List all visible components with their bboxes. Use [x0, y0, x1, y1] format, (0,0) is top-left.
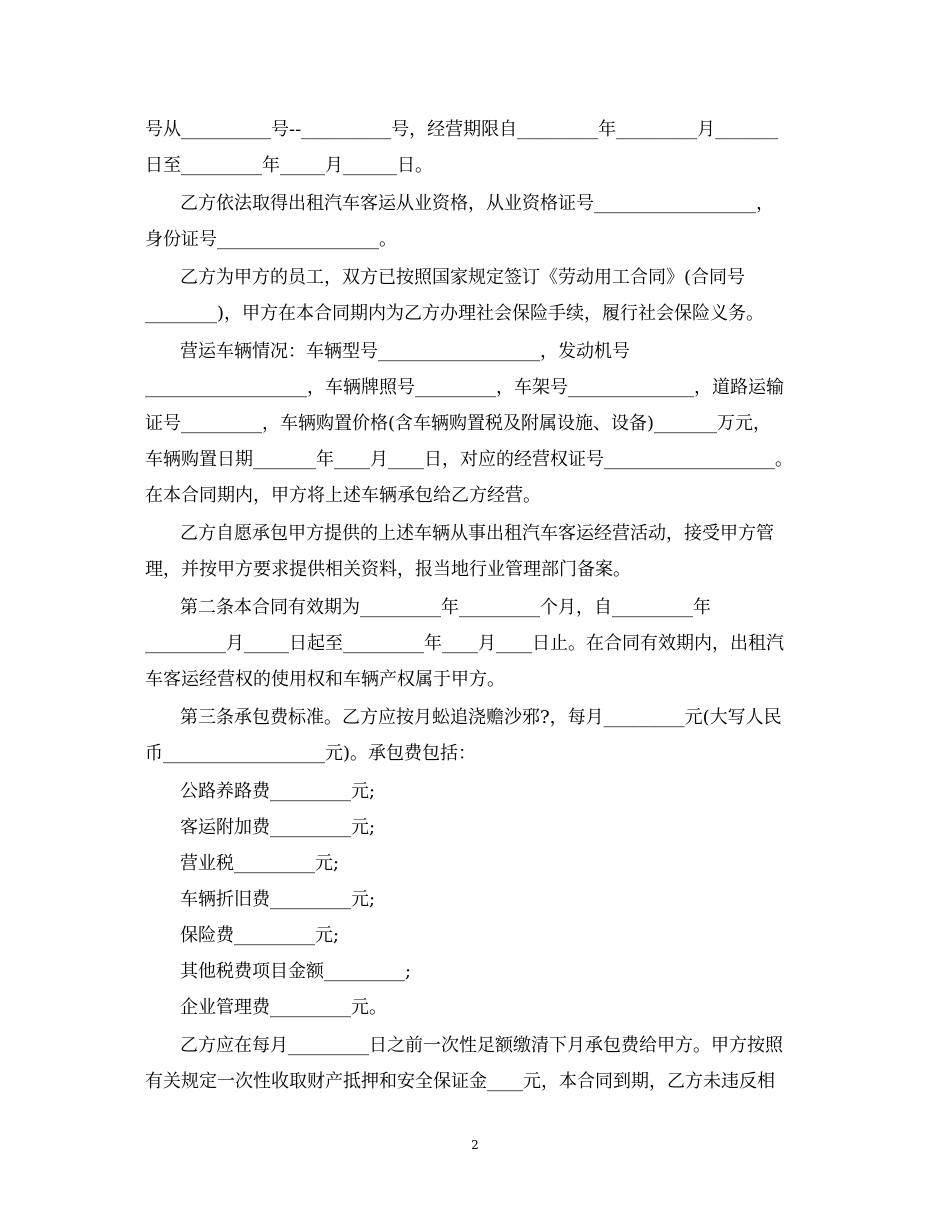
text-line: ________)，甲方在本合同期内为乙方办理社会保险手续，履行社会保险义务。: [145, 303, 765, 324]
text-line: 号从__________号--__________号，经营期限自_________年_________月_______: [145, 119, 779, 140]
paragraph-line: 第三条承包费标准。乙方应按月蚣追浇赡沙邪?，每月_________元(大写人民: [180, 707, 782, 728]
text-line: 车客运经营权的使用权和车辆产权属于甲方。: [145, 669, 505, 690]
text-line: 证号_________，车辆购置价格(含车辆购置税及附属设施、设备)_______万元，: [145, 413, 772, 434]
page-number: 2: [471, 1138, 479, 1152]
fee-item: 企业管理费_________元。: [180, 997, 387, 1018]
text-line: 理，并按甲方要求提供相关资料，报当地行业管理部门备案。: [145, 559, 631, 580]
text-line: _________月_____日起至_________年____月____日止。在合同有效期内，出租汽: [145, 633, 784, 654]
text-line: 车辆购置日期_______年____月____日，对应的经营权证号___________________。: [145, 449, 793, 470]
paragraph-line: 第二条本合同有效期为_________年_________个月，自_________年: [180, 597, 711, 618]
paragraph-line: 营运车辆情况：车辆型号__________________，发动机号: [180, 341, 630, 362]
fee-item: 营业税_________元;: [180, 853, 340, 874]
text-line: 币__________________元)。承包费包括：: [145, 743, 477, 764]
fee-item: 保险费_________元;: [180, 925, 340, 946]
paragraph-line: 乙方自愿承包甲方提供的上述车辆从事出租汽车客运经营活动，接受甲方管: [180, 523, 774, 544]
paragraph-line: 乙方依法取得出租汽车客运从业资格，从业资格证号__________________，: [180, 193, 774, 214]
fee-item: 公路养路费_________元;: [180, 781, 376, 802]
text-line: __________________，车辆牌照号_________，车架号______________，道路运输: [145, 377, 784, 398]
text-line: 身份证号__________________。: [145, 229, 397, 250]
text-line: 有关规定一次性收取财产抵押和安全保证金____元，本合同到期，乙方未违反相: [145, 1071, 775, 1092]
text-line: 日至_________年_____月______日。: [145, 155, 433, 176]
fee-item: 其他税费项目金额_________;: [180, 961, 412, 982]
fee-item: 客运附加费_________元;: [180, 817, 376, 838]
text-line: 在本合同期内，甲方将上述车辆承包给乙方经营。: [145, 485, 541, 506]
fee-item: 车辆折旧费_________元;: [180, 889, 376, 910]
paragraph-line: 乙方应在每月_________日之前一次性足额缴清下月承包费给甲方。甲方按照: [180, 1035, 783, 1056]
paragraph-line: 乙方为甲方的员工，双方已按照国家规定签订《劳动用工合同》(合同号: [180, 267, 746, 288]
